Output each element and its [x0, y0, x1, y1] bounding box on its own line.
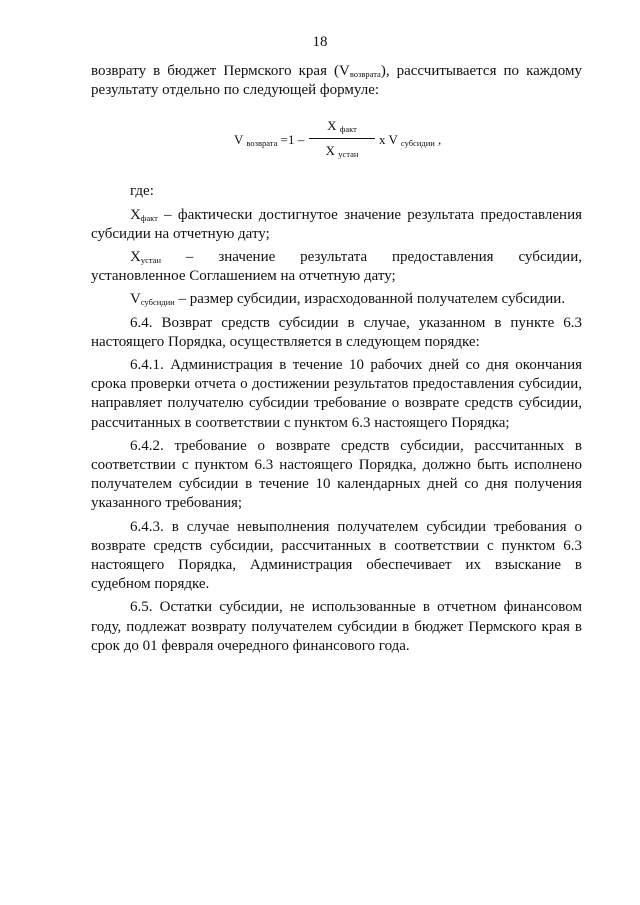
refund-formula — [91, 106, 582, 176]
x-ustan-first-line: $X_{устан}$ – значение результата предоставления субсидии, — [130, 249, 582, 266]
v-subsidy-definition: $V_{субсидии}$ – размер субсидии, израсходованной получателем субсидии. — [130, 291, 566, 308]
paragraph-6-4-1: 6.4.1. Администрация в течение 10 рабочих дней со дня окончания срока проверки отчета о достижении результатов предоставления субсидии, направляет получателю субсидии требование о возврате средств субсидии, рассчитанных в соответствии с пунктом 6.3 настоящего Порядка; — [91, 357, 582, 431]
formula-rhs: x V $_{субсидии}$ , — [379, 132, 442, 149]
paragraph-6-4-3: 6.4.3. в случае невыполнения получателем субсидии требования о возврате средств субсидии, рассчитанных в соответствии с пунктом 6.3 настоящего Порядка, Администрация обеспечивает их взыскание в судебном порядке. — [91, 518, 582, 593]
paragraph-6-4: 6.4. Возврат средств субсидии в случае, указанном в пункте 6.3 настоящего Порядка, осуществляется в следующем порядке: — [91, 314, 582, 350]
formula-lhs: V $_{возврата}$ =1 – — [234, 132, 305, 149]
where-label: где: — [130, 183, 154, 200]
paragraph-6-5: 6.5. Остатки субсидии, не использованные в отчетном финансовом году, подлежат возврату получателем субсидии в бюджет Пермского края в срок до 01 февраля очередного финансового года. — [91, 599, 582, 654]
fraction-numerator: X $_{факт}$ — [309, 116, 375, 138]
page-number: 18 — [312, 34, 328, 50]
x-fact-definition: $X_{факт}$ – фактически достигнутое значение результата предоставления субсидии на отчетную дату; — [91, 206, 582, 242]
intro-paragraph: возврату в бюджет Пермского края $(V_{возврата})$, рассчитывается по каждому результату отдельно по следующей формуле: — [91, 63, 582, 99]
document-body — [91, 62, 582, 656]
fraction-denominator: X $_{устан}$ — [325, 142, 359, 159]
paragraph-6-4-2: 6.4.2. требование о возврате средств субсидии, рассчитанных в соответствии с пунктом 6.3 настоящего Порядка, должно быть исполнено получателем субсидии в течение 10 календарных дней со дня получения указанного требования; — [91, 437, 582, 512]
x-ustan-definition: $X_{устан}$ – значение результата предоставления субсидии, установленное Соглашением на отчетную дату; — [91, 249, 582, 285]
formula-fraction — [309, 116, 375, 159]
